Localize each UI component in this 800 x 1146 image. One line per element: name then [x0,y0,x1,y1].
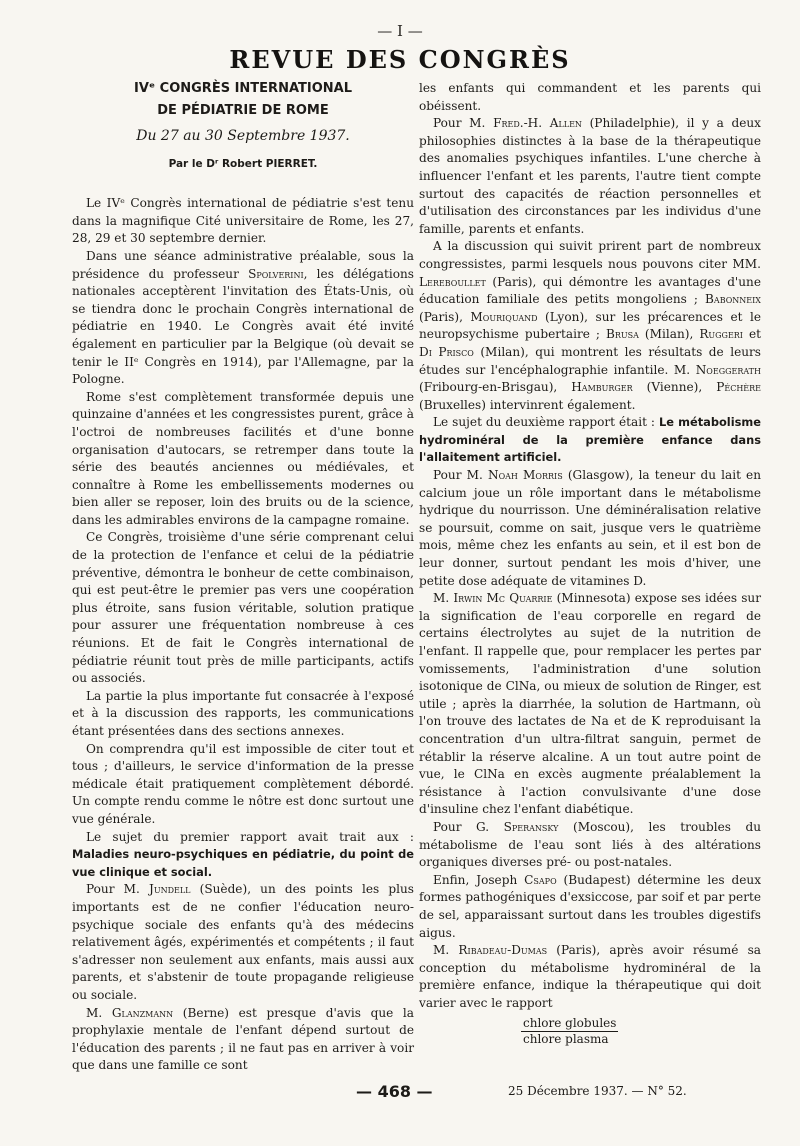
person-name: Spolverini [248,266,304,281]
first-report-title: Maladies neuro-psychiques en pédiatrie, du point de vue clinique et social. [72,847,414,879]
ratio-denominator: chlore plasma [523,1032,609,1047]
left-column [72,78,414,1075]
congress-dates: Du 27 au 30 Septembre 1937. [136,128,350,144]
paragraph-rome: Rome s'est complètement transformée depuis une quinzaine d'années et les congressistes purent, grâce à l'octroi de nombreuses facilités et d'une bonne organisation d'autocars, se retremper dans toute la série des beautés anciennes ou médiévales, et connaître à Rome les embellissements modernes ou bien aller se reposer, loin des bruits ou de la science, dans les admirables environs de la campagne romaine. [72,389,414,527]
page-number: — 468 — [356,1082,433,1101]
right-column [419,80,761,1047]
paragraph-intro: Le IVᵉ Congrès international de pédiatrie s'est tenu dans la magnifique Cité universitaire de Rome, les 27, 28, 29 et 30 septembre dernier. [72,196,414,246]
paragraph-first-report: Le sujet du premier rapport avait trait aux : Maladies neuro-psychiques en pédiatrie, du point de vue clinique et social. [72,829,414,879]
person-name: Noah Morris [488,468,563,483]
section-title: REVUE DES CONGRÈS [229,45,571,74]
person-name: Fred.-H. Allen [493,116,582,131]
paragraph-mcquarrie: M. Irwin Mc Quarrie (Minnesota) expose ses idées sur la signification de l'eau corporelle en regard de certains électrolytes au sujet de la nutrition de l'enfant. Il rappelle que, pour remplacer les pertes par vomissements, l'administration d'une solution isotonique de ClNa, ou mieux de solution de Ringer, est utile ; après la diarrhée, la solution de Hartmann, où l'on trouve des lactates de Na et de K reproduisant la concentration d'un ultra-filtrat sanguin, permet de rétablir la réserve alcaline. A un tout autre point de vue, le ClNa en excès augmente préalablement la résistance à l'action convulsivante d'une dose d'insuline chez l'enfant diabétique. [419,591,762,817]
paragraph-congress-series: Ce Congrès, troisième d'une série comprenant celui de la protection de l'enfance et celui de la pédiatrie préventive, démontra le bonheur de cette combinaison, qui est peut-être le premier pas vers une coopération plus étroite, sans fusion véritable, solution pratique pour assurer une fréquentation nombreuse à ces réunions. Et de fait le Congrès international de pédiatrie réunit tout près de mille participants, actifs ou associés. [72,530,414,686]
issue-date: 25 Décembre 1937. — N° 52. [508,1084,687,1098]
paragraph-morris: Pour M. Noah Morris (Glasgow), la teneur du lait en calcium joue un rôle important dans le métabolisme hydrique du nourrisson. Une déminéralisation relative se poursuit, comme on sait, jusque vers le quatrième mois, même chez les enfants au sein, et il est bon de leur donner, surtout pendant les mois d'hiver, une petite dose adéquate de vitamines D. [419,468,762,588]
paragraph-ribadeau-dumas: M. Ribadeau-Dumas (Paris), après avoir résumé sa conception du métabolisme hydrominéral de la première enfance, indique la thérapeutique qui doit varier avec le rapport [419,943,761,1010]
paragraph-glanzmann: M. Glanzmann (Berne) est presque d'avis que la prophylaxie mentale de l'enfant dépend surtout de l'éducation des parents ; il ne faut pas en arriver à voir que dans une famille ce sont [72,1005,414,1073]
person-name: Glanzmann [111,1005,174,1020]
paragraph-csapo: Enfin, Joseph Csapo (Budapest) détermine les deux formes pathogéniques d'exsiccose, par soif et par perte de sel, apparaissant surtout dans les troubles digestifs aigus. [419,872,762,940]
person-name: Irwin Mc Quarrie [453,591,553,606]
paragraph-general-view: On comprendra qu'il est impossible de citer tout et tous ; d'ailleurs, le service d'information de la presse médicale était pratiquement complètement débordé. Un compte rendu comme le nôtre est donc surtout une vue générale. [72,741,414,826]
person-name: Jundell [149,882,191,897]
second-report-title: Le métabolisme hydrominéral de la première enfance dans l'allaitement artificiel. [419,415,761,465]
congress-title-line1: IVᵉ CONGRÈS INTERNATIONAL [134,81,352,96]
congress-title-line2: DE PÉDIATRIE DE ROME [157,103,329,118]
person-name: Ribadeau-Dumas [458,943,548,958]
paragraph-allen: Pour M. Fred.-H. Allen (Philadelphie), il y a deux philosophies distinctes à la base de la thérapeutique des anomalies psychiques infantiles. L'une cherche à influencer l'enfant et les parents, l'autre tient compte surtout des capacités de réaction personnelles et d'utilisation des circonstances par les individus d'une famille, parents et enfants. [419,116,761,236]
person-name: Csapo [524,872,557,887]
paragraph-reports: La partie la plus importante fut consacrée à l'exposé et à la discussion des rapports, les communications étant présentées dans des sections annexes. [72,688,414,738]
paragraph-jundell: Pour M. Jundell (Suède), un des points les plus importants est de ne confier l'éducation neuro-psychique sociale des enfants qu'à des médecins relativement âgés, expérimentés et compétents ; il faut s'adresser non seulement aux enfants, mais aussi aux parents, et s'abstenir de toute propagande religieuse ou sociale. [72,882,414,1002]
person-name: Speransky [503,819,559,834]
paragraph-speransky: Pour G. Speransky (Moscou), les troubles du métabolisme de l'eau sont liés à des altérations organiques diverses pré- ou post-natales. [419,819,761,870]
paragraph-discussion: A la discussion qui suivit prirent part de nombreux congressistes, parmi lesquels nous pouvons citer MM. Lereboullet (Paris), qui démontre les avantages d'une éducation familiale des petits mongoliens ; Babonneix (Paris), Mouriquand (Lyon), sur les précarences et le neuropsychisme pubertaire ; Brusa (Milan), Ruggeri et Di Prisco (Milan), qui montrent les résultats de leurs études sur l'encéphalographie infantile. M. Noeggerath (Fribourg-en-Brisgau), Hamburger (Vienne), Péchère (Bruxelles) intervinrent également. [419,239,761,412]
paragraph-second-report: Le sujet du deuxième rapport était : Le métabolisme hydrominéral de la première enfance dans l'allaitement artificiel. [419,415,761,465]
paragraph-continuation: les enfants qui commandent et les parents qui obéissent. [419,81,761,113]
chlore-ratio-formula [521,1016,618,1047]
page-roman-number: — I — [377,22,423,40]
ratio-numerator: chlore globules [523,1016,617,1031]
paragraph-administrative: Dans une séance administrative préalable, sous la présidence du professeur Spolverini, les délégations nationales acceptèrent l'invitation des États-Unis, où se tiendra donc le prochain Congrès international de pédiatrie en 1940. Le Congrès avait été invité également en particulier par la Belgique (où devait se tenir le IIᵉ Congrès en 1914), par l'Allemagne, par la Pologne. [72,248,414,387]
author-byline: Par le Dʳ Robert PIERRET. [168,157,318,170]
